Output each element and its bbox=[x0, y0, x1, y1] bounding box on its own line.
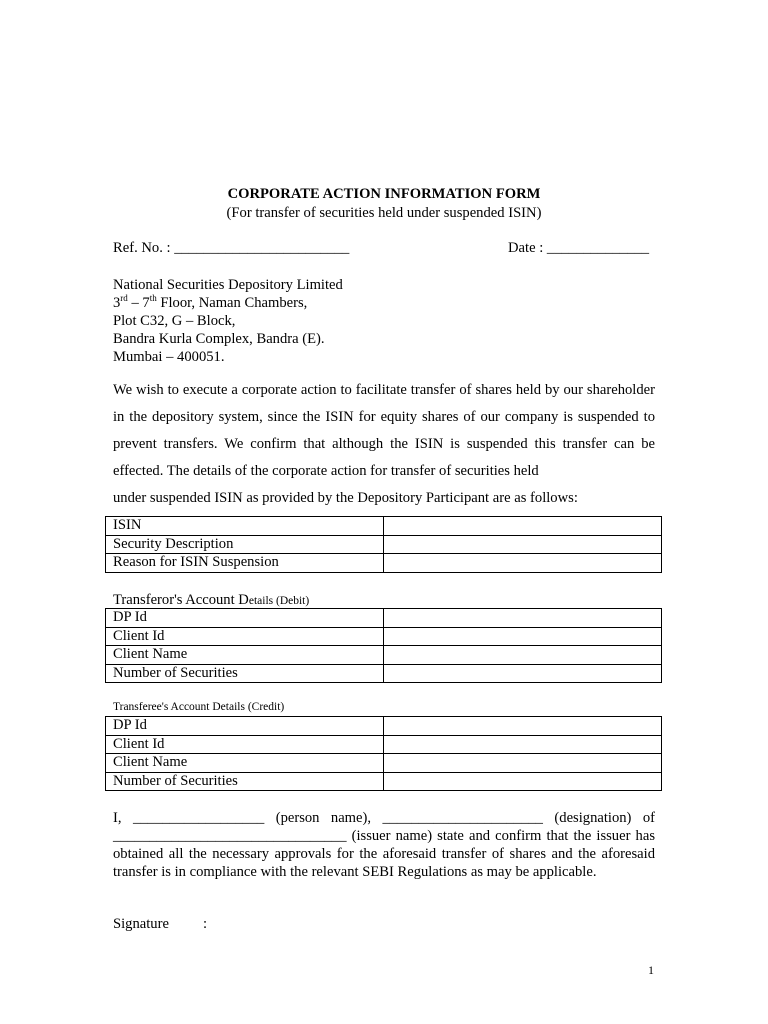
floor-text: 3 bbox=[113, 295, 121, 311]
row-label: Client Id bbox=[106, 735, 384, 754]
date-field: Date : ______________ bbox=[508, 240, 650, 256]
floor-sup: th bbox=[149, 293, 157, 304]
intro-paragraph bbox=[113, 377, 655, 512]
row-label: Security Description bbox=[106, 535, 384, 554]
row-value[interactable] bbox=[384, 717, 662, 736]
row-label: Number of Securities bbox=[106, 772, 384, 791]
paragraph-text: We wish to execute a corporate action to facilitate transfer of shares held by our shareholder in the depository system, since the ISIN for equity shares of our company is suspended to prevent transfers. We confirm that although the ISIN is suspended this transfer can be effected. The details of the corporate action for transfer of securities held bbox=[113, 382, 655, 479]
address-line bbox=[113, 294, 343, 312]
row-label: Number of Securities bbox=[106, 664, 384, 683]
row-label: DP Id bbox=[106, 717, 384, 736]
recipient-address bbox=[113, 276, 343, 366]
row-label: Client Id bbox=[106, 627, 384, 646]
table-row bbox=[106, 609, 662, 628]
table-row bbox=[106, 554, 662, 573]
floor-text: – 7 bbox=[127, 295, 150, 311]
row-value[interactable] bbox=[384, 535, 662, 554]
transferor-heading bbox=[113, 592, 309, 609]
transferor-table bbox=[105, 608, 662, 683]
transferee-table bbox=[105, 716, 662, 791]
transferee-heading: Transferee's Account Details (Credit) bbox=[113, 701, 285, 713]
signature-line bbox=[113, 916, 208, 933]
address-line: Mumbai – 400051. bbox=[113, 349, 225, 365]
row-label: Client Name bbox=[106, 646, 384, 665]
row-value[interactable] bbox=[384, 517, 662, 536]
heading-small: etails (Debit) bbox=[248, 595, 310, 607]
row-value[interactable] bbox=[384, 609, 662, 628]
row-value[interactable] bbox=[384, 754, 662, 773]
table-row bbox=[106, 735, 662, 754]
table-row bbox=[106, 627, 662, 646]
signature-colon: : bbox=[203, 916, 208, 932]
address-line: Bandra Kurla Complex, Bandra (E). bbox=[113, 331, 325, 347]
row-label: Client Name bbox=[106, 754, 384, 773]
row-value[interactable] bbox=[384, 554, 662, 573]
row-label: DP Id bbox=[106, 609, 384, 628]
row-label: ISIN bbox=[106, 517, 384, 536]
table-row bbox=[106, 754, 662, 773]
form-subtitle: (For transfer of securities held under suspended ISIN) bbox=[226, 205, 542, 221]
row-value[interactable] bbox=[384, 646, 662, 665]
table-row bbox=[106, 664, 662, 683]
confirmation-statement: I, __________________ (person name), ______________________ (designation) of ________________________________ (issuer name) state and confirm that the issuer has obtained all the necessary approvals for the aforesaid transfer of shares and the aforesaid transfer is in compliance with the relevant SEBI Regulations as may be applicable. bbox=[113, 810, 655, 880]
row-label: Reason for ISIN Suspension bbox=[106, 554, 384, 573]
table-row bbox=[106, 535, 662, 554]
row-value[interactable] bbox=[384, 772, 662, 791]
floor-sup: rd bbox=[120, 293, 128, 304]
page-number: 1 bbox=[648, 963, 654, 977]
ref-no-field: Ref. No. : ________________________ bbox=[113, 240, 350, 256]
paragraph-text-last: under suspended ISIN as provided by the Depository Participant are as follows: bbox=[113, 490, 578, 506]
form-title: CORPORATE ACTION INFORMATION FORM bbox=[227, 186, 541, 202]
row-value[interactable] bbox=[384, 627, 662, 646]
address-line: National Securities Depository Limited bbox=[113, 277, 343, 293]
table-row bbox=[106, 772, 662, 791]
table-row bbox=[106, 517, 662, 536]
isin-table bbox=[105, 516, 662, 573]
floor-text: Floor, Naman Chambers, bbox=[156, 295, 308, 311]
signature-label: Signature bbox=[113, 916, 169, 932]
table-row bbox=[106, 646, 662, 665]
address-line: Plot C32, G – Block, bbox=[113, 313, 236, 329]
row-value[interactable] bbox=[384, 735, 662, 754]
heading-main: Transferor's Account D bbox=[113, 592, 249, 608]
row-value[interactable] bbox=[384, 664, 662, 683]
table-row bbox=[106, 717, 662, 736]
